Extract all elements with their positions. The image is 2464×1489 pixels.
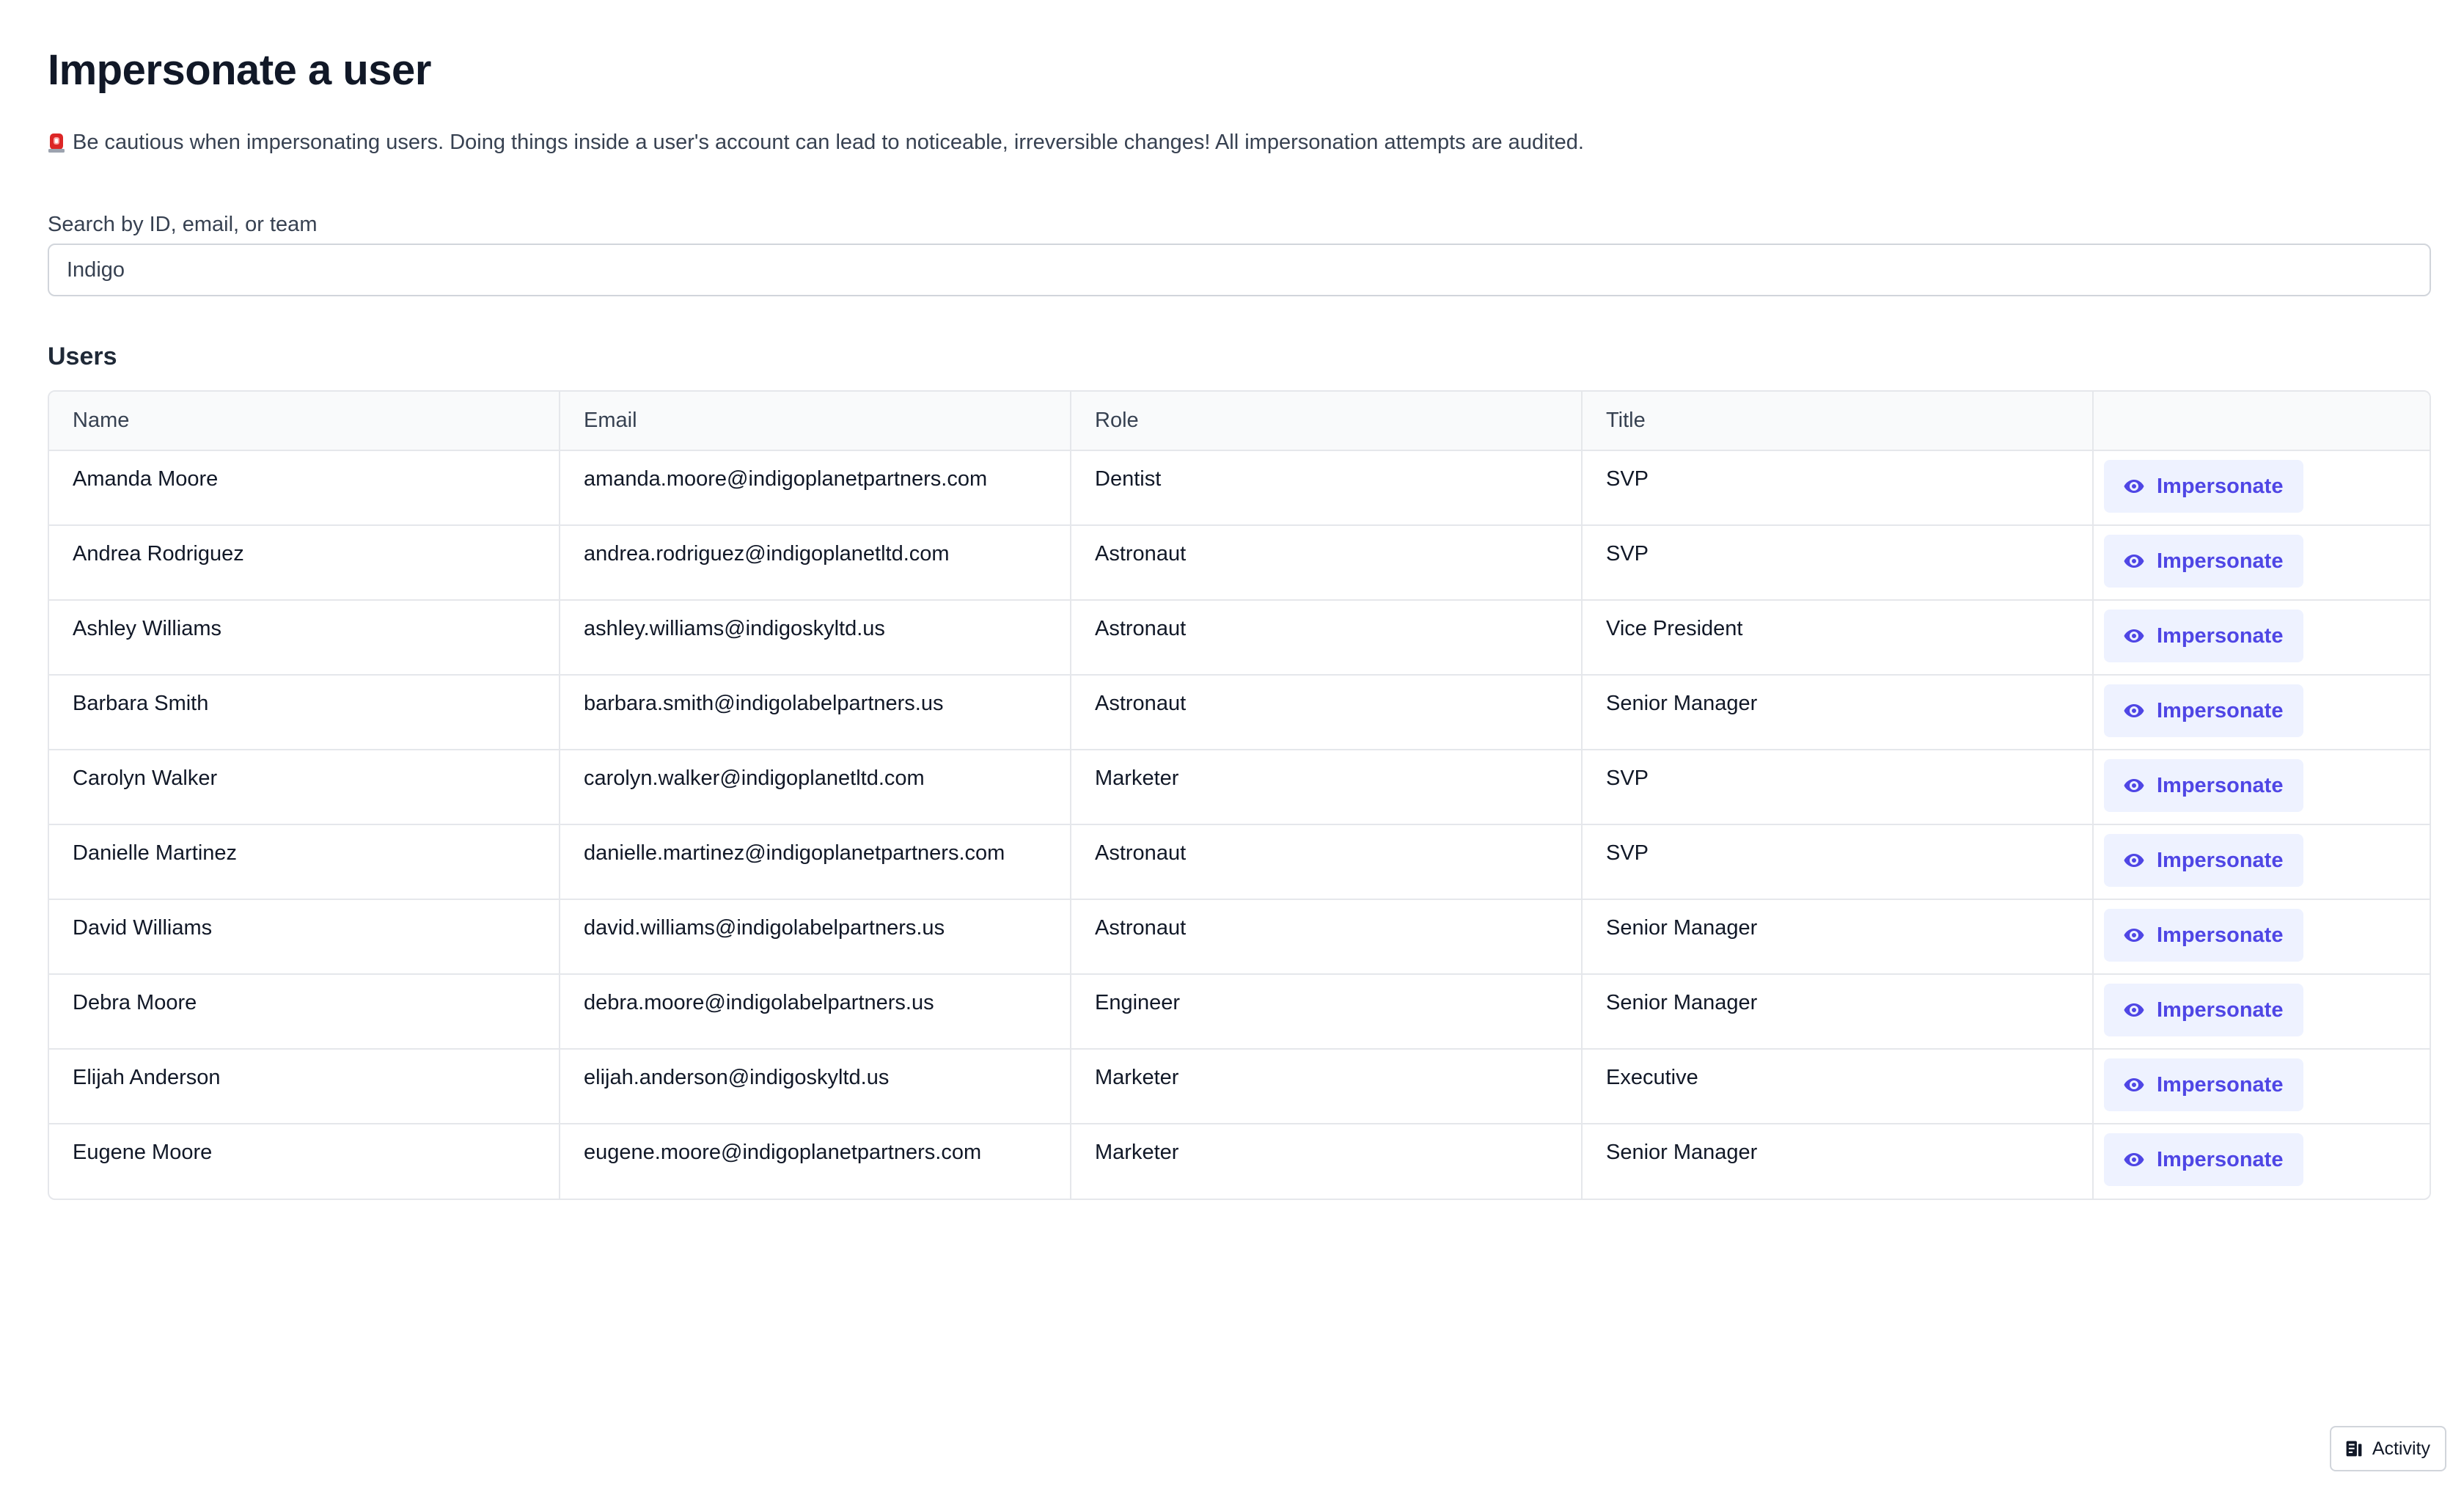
table-row — [49, 600, 2430, 675]
table-row — [49, 974, 2430, 1049]
table-row — [49, 1124, 2430, 1199]
cell-action — [2093, 824, 2430, 899]
cell-email: david.williams@indigolabelpartners.us — [560, 899, 1071, 974]
cell-action — [2093, 525, 2430, 600]
activity-log-icon — [2344, 1439, 2364, 1458]
impersonate-button-label: Impersonate — [2157, 848, 2284, 872]
users-heading: Users — [48, 343, 117, 370]
impersonate-button[interactable] — [2104, 834, 2303, 887]
cell-role: Astronaut — [1071, 525, 1582, 600]
search-input[interactable] — [48, 244, 2431, 296]
cell-name: Carolyn Walker — [49, 750, 560, 824]
eye-icon — [2123, 700, 2145, 722]
eye-icon — [2123, 1074, 2145, 1096]
cell-role: Engineer — [1071, 974, 1582, 1049]
table-header-row — [49, 392, 2430, 450]
table-row — [49, 750, 2430, 824]
users-table — [48, 390, 2431, 1200]
cell-title: SVP — [1582, 450, 2093, 525]
cell-role: Marketer — [1071, 1124, 1582, 1199]
table-row — [49, 450, 2430, 525]
cell-email: amanda.moore@indigoplanetpartners.com — [560, 450, 1071, 525]
warning-banner — [48, 128, 2416, 157]
activity-button-label: Activity — [2372, 1438, 2430, 1459]
eye-icon — [2123, 924, 2145, 946]
eye-icon — [2123, 475, 2145, 497]
table-row — [49, 1049, 2430, 1124]
cell-role: Marketer — [1071, 1049, 1582, 1124]
cell-action — [2093, 600, 2430, 675]
cell-email: ashley.williams@indigoskyltd.us — [560, 600, 1071, 675]
table-body — [49, 450, 2430, 1199]
impersonate-button-label: Impersonate — [2157, 623, 2284, 648]
column-header-name: Name — [49, 392, 560, 450]
table-row — [49, 525, 2430, 600]
impersonate-button[interactable] — [2104, 984, 2303, 1036]
cell-role: Dentist — [1071, 450, 1582, 525]
page-title: Impersonate a user — [48, 46, 431, 94]
cell-email: carolyn.walker@indigoplanetltd.com — [560, 750, 1071, 824]
impersonate-button-label: Impersonate — [2157, 1072, 2284, 1097]
cell-title: SVP — [1582, 824, 2093, 899]
cell-title: Senior Manager — [1582, 974, 2093, 1049]
cell-email: elijah.anderson@indigoskyltd.us — [560, 1049, 1071, 1124]
cell-name: Danielle Martinez — [49, 824, 560, 899]
cell-action — [2093, 1124, 2430, 1199]
cell-email: andrea.rodriguez@indigoplanetltd.com — [560, 525, 1071, 600]
impersonate-button-label: Impersonate — [2157, 698, 2284, 722]
cell-title: Senior Manager — [1582, 675, 2093, 750]
impersonate-button-label: Impersonate — [2157, 1147, 2284, 1171]
eye-icon — [2123, 1149, 2145, 1171]
warning-text: Be cautious when impersonating users. Doing things inside a user's account can lead to noticeable, irreversible changes! All impersonation attempts are audited. — [73, 130, 1584, 154]
column-header-title: Title — [1582, 392, 2093, 450]
eye-icon — [2123, 775, 2145, 797]
cell-email: barbara.smith@indigolabelpartners.us — [560, 675, 1071, 750]
search-label: Search by ID, email, or team — [48, 213, 318, 236]
table-row — [49, 824, 2430, 899]
cell-name: Elijah Anderson — [49, 1049, 560, 1124]
impersonate-button-label: Impersonate — [2157, 923, 2284, 947]
cell-title: SVP — [1582, 750, 2093, 824]
cell-action — [2093, 1049, 2430, 1124]
impersonate-button[interactable] — [2104, 759, 2303, 812]
impersonate-button-label: Impersonate — [2157, 998, 2284, 1022]
cell-role: Marketer — [1071, 750, 1582, 824]
cell-action — [2093, 450, 2430, 525]
cell-title: Senior Manager — [1582, 899, 2093, 974]
cell-title: Senior Manager — [1582, 1124, 2093, 1199]
impersonate-button[interactable] — [2104, 1133, 2303, 1186]
cell-role: Astronaut — [1071, 899, 1582, 974]
cell-name: Amanda Moore — [49, 450, 560, 525]
siren-icon — [48, 131, 65, 153]
cell-email: danielle.martinez@indigoplanetpartners.com — [560, 824, 1071, 899]
column-header-email: Email — [560, 392, 1071, 450]
cell-action — [2093, 974, 2430, 1049]
table-row — [49, 675, 2430, 750]
impersonate-button-label: Impersonate — [2157, 773, 2284, 797]
eye-icon — [2123, 849, 2145, 871]
cell-name: Debra Moore — [49, 974, 560, 1049]
impersonate-button[interactable] — [2104, 1058, 2303, 1111]
impersonate-button[interactable] — [2104, 610, 2303, 662]
cell-name: David Williams — [49, 899, 560, 974]
cell-action — [2093, 750, 2430, 824]
impersonate-button[interactable] — [2104, 535, 2303, 588]
cell-title: Executive — [1582, 1049, 2093, 1124]
impersonate-button-label: Impersonate — [2157, 474, 2284, 498]
table-row — [49, 899, 2430, 974]
cell-title: SVP — [1582, 525, 2093, 600]
eye-icon — [2123, 550, 2145, 572]
impersonate-button[interactable] — [2104, 460, 2303, 513]
column-header-action — [2093, 392, 2430, 450]
cell-email: eugene.moore@indigoplanetpartners.com — [560, 1124, 1071, 1199]
activity-button[interactable] — [2330, 1426, 2446, 1471]
cell-name: Eugene Moore — [49, 1124, 560, 1199]
eye-icon — [2123, 625, 2145, 647]
cell-role: Astronaut — [1071, 600, 1582, 675]
cell-email: debra.moore@indigolabelpartners.us — [560, 974, 1071, 1049]
cell-action — [2093, 675, 2430, 750]
column-header-role: Role — [1071, 392, 1582, 450]
cell-role: Astronaut — [1071, 824, 1582, 899]
cell-name: Ashley Williams — [49, 600, 560, 675]
cell-title: Vice President — [1582, 600, 2093, 675]
impersonate-button[interactable] — [2104, 684, 2303, 737]
cell-name: Barbara Smith — [49, 675, 560, 750]
cell-name: Andrea Rodriguez — [49, 525, 560, 600]
impersonate-button-label: Impersonate — [2157, 549, 2284, 573]
impersonate-button[interactable] — [2104, 909, 2303, 962]
cell-role: Astronaut — [1071, 675, 1582, 750]
eye-icon — [2123, 999, 2145, 1021]
cell-action — [2093, 899, 2430, 974]
